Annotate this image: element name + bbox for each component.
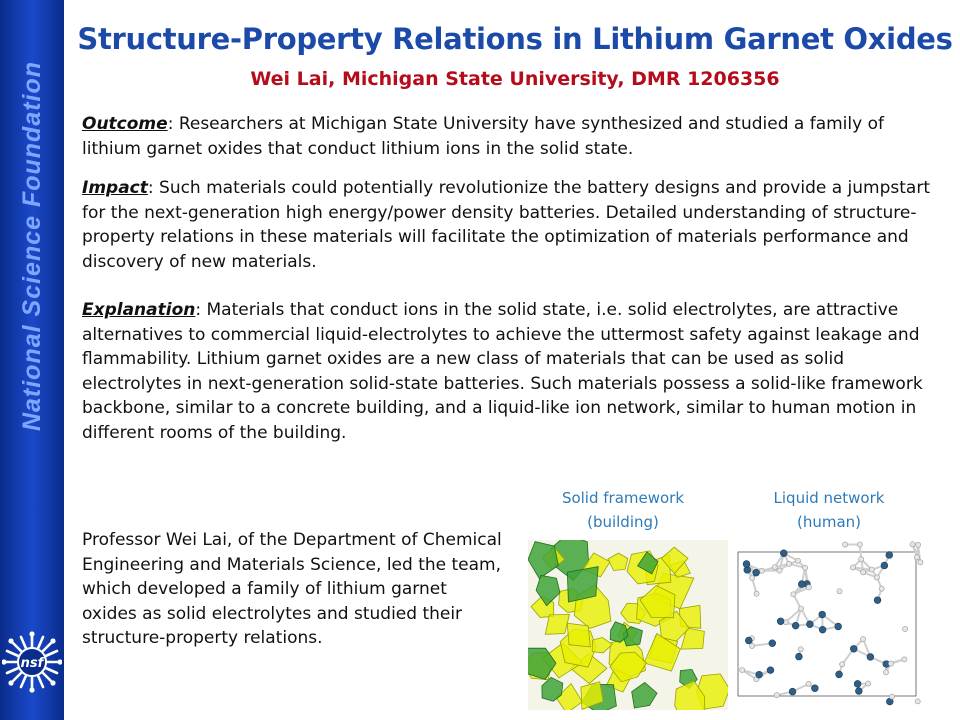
network-atom: [914, 555, 919, 560]
network-atom: [767, 667, 774, 674]
impact-text: : Such materials could potentially revolutionize the battery designs and provide a jumpstart for the next-generation high energy/power density batteries. Detailed understanding of structure-property relations in these materials will facilitate the optimization of materials performance and discovery of new materials.: [82, 178, 930, 272]
network-atom: [791, 592, 796, 597]
network-atom: [879, 586, 884, 591]
network-atom: [835, 623, 842, 630]
network-atom: [857, 542, 862, 547]
network-atom: [753, 569, 760, 576]
network-atom: [798, 581, 805, 588]
network-atom: [772, 565, 777, 570]
professor-paragraph: Professor Wei Lai, of the Department of Chemical Engineering and Materials Science, led the team, which developed a family of lithium garnet oxides as solid electrolytes and studied their structure-property relations.: [82, 530, 502, 648]
impact-paragraph: [82, 176, 932, 274]
network-atom: [859, 557, 864, 562]
network-atom: [902, 657, 907, 662]
outcome-label: Outcome: [82, 114, 168, 134]
network-atom: [874, 597, 881, 604]
network-atom: [874, 575, 879, 580]
network-atom: [806, 681, 811, 686]
network-atom: [754, 591, 759, 596]
nsf-logo-icon: [2, 630, 62, 694]
liquid-network-caption: [734, 486, 924, 534]
network-atom: [803, 565, 808, 570]
network-atom: [786, 561, 791, 566]
network-atom: [869, 567, 874, 572]
network-atom: [837, 589, 842, 594]
network-atom: [806, 585, 811, 590]
network-atom: [792, 622, 799, 629]
network-atom: [759, 568, 764, 573]
network-atom: [889, 694, 894, 699]
network-atom: [836, 671, 843, 678]
network-atom: [774, 693, 779, 698]
network-atom: [860, 637, 865, 642]
framework-polyhedron: [567, 567, 598, 602]
network-atom: [881, 562, 888, 569]
explanation-paragraph: [82, 298, 932, 445]
network-atom: [777, 568, 782, 573]
network-atom: [861, 570, 866, 575]
network-atom: [910, 542, 915, 547]
network-atom: [850, 645, 857, 652]
solid-framework-caption-line2: (building): [587, 513, 659, 531]
outcome-text: : Researchers at Michigan State University have synthesized and studied a family of lithium garnet oxides that conduct lithium ions in the solid state.: [82, 114, 884, 159]
network-atom: [750, 575, 755, 580]
explanation-label: Explanation: [82, 300, 196, 320]
logo-text: nsf: [20, 656, 44, 671]
network-atom: [740, 667, 745, 672]
network-atom: [745, 637, 752, 644]
network-atom: [915, 542, 920, 547]
network-atom: [811, 685, 818, 692]
network-atom: [850, 565, 855, 570]
framework-polyhedron: [567, 623, 590, 647]
network-atom: [854, 680, 861, 687]
network-atom: [780, 550, 787, 557]
network-atom: [855, 688, 862, 695]
network-atom: [888, 661, 893, 666]
network-atom: [840, 662, 845, 667]
impact-label: Impact: [82, 178, 148, 198]
network-atom: [819, 626, 826, 633]
network-atom: [777, 618, 784, 625]
sidebar-org-name: National Science Foundation: [18, 60, 46, 432]
network-atom: [819, 611, 826, 618]
network-atom: [769, 640, 776, 647]
network-atom: [902, 626, 907, 631]
outcome-paragraph: [82, 112, 932, 161]
network-atom: [743, 561, 750, 568]
solid-framework-image: [528, 540, 728, 710]
page-subtitle: Wei Lai, Michigan State University, DMR 1206356: [250, 68, 780, 90]
sidebar: [0, 0, 64, 720]
network-atom: [886, 552, 893, 559]
network-atom: [918, 560, 923, 565]
solid-framework-caption: [528, 486, 718, 534]
network-atom: [796, 653, 803, 660]
network-atom: [798, 606, 803, 611]
network-atom: [798, 647, 803, 652]
network-atom: [915, 699, 920, 704]
network-atom: [867, 654, 874, 661]
network-atom: [789, 688, 796, 695]
network-atom: [843, 542, 848, 547]
solid-framework-caption-line1: Solid framework: [561, 489, 685, 507]
network-atom: [795, 558, 800, 563]
network-atom: [806, 621, 813, 628]
liquid-network-caption-line1: Liquid network: [773, 489, 885, 507]
page-title: Structure-Property Relations in Lithium Garnet Oxides: [77, 22, 953, 56]
network-atom: [749, 643, 754, 648]
explanation-text: : Materials that conduct ions in the solid state, i.e. solid electrolytes, are attractive alternatives to commercial liquid-electrolytes to achieve the uttermost safety against leakage and flammability. Lithium garnet oxides are a new class of materials that can be used as solid electrolytes in next-generation solid-state batteries. Such materials possess a solid-like framework backbone, similar to a concrete building, and a liquid-like ion network, similar to human motion in different rooms of the building.: [82, 300, 923, 443]
network-atom: [883, 670, 888, 675]
network-atom: [756, 671, 763, 678]
network-atom: [865, 681, 870, 686]
liquid-network-image: [728, 538, 928, 710]
liquid-network-caption-line2: (human): [796, 513, 862, 531]
